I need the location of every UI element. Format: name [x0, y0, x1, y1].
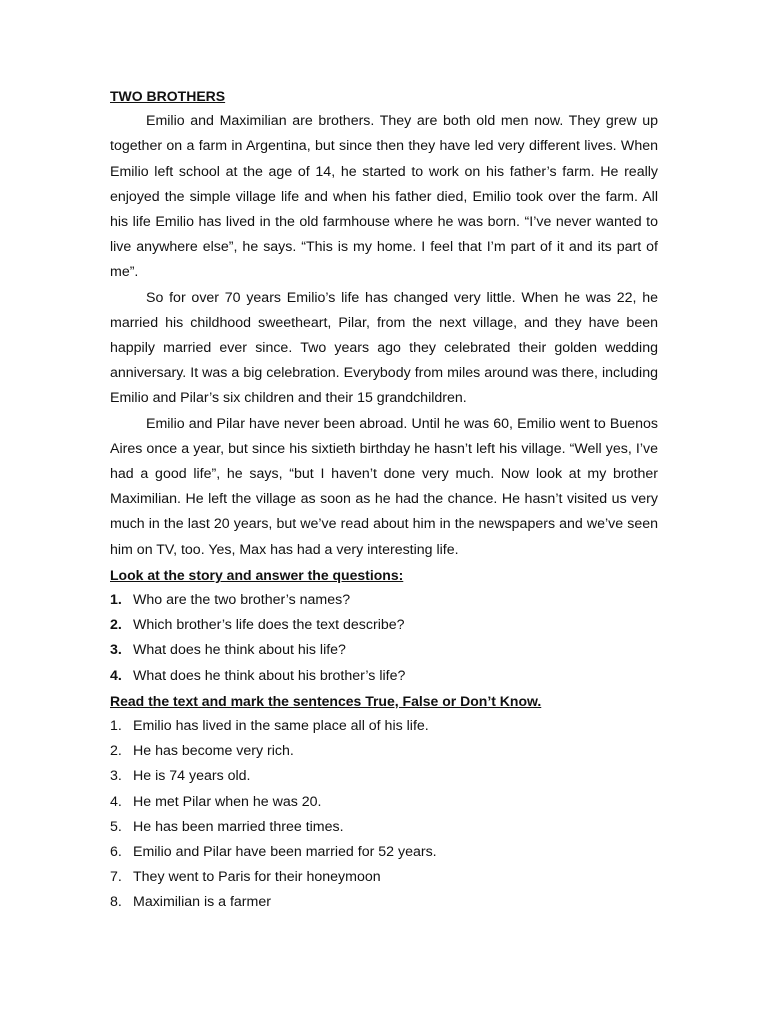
question-text: Who are the two brother’s names?: [133, 592, 351, 609]
tf-text: He met Pilar when he was 20.: [133, 793, 322, 810]
tf-item: [110, 815, 658, 840]
tf-number: 7.: [110, 869, 122, 886]
questions-list: [110, 588, 658, 689]
question-item: [110, 613, 658, 638]
tf-item: [110, 890, 658, 915]
tf-text: He has been married three times.: [133, 818, 344, 835]
story-paragraph-1: Emilio and Maximilian are brothers. They are both old men now. They grew up together on a farm in Argentina, but since then they have led very different lives. When Emilio left school at the age of 14, he started to work on his father’s farm. He really enjoyed the simple village life and when his father died, Emilio took over the farm. All his life Emilio has lived in the old farmhouse where he was born. “I’ve never wanted to live anywhere else”, he says. “This is my home. I feel that I’m part of it and its part of me”.: [110, 113, 658, 281]
question-number: 1.: [110, 592, 122, 609]
true-false-heading: Read the text and mark the sentences True, False or Don’t Know.: [110, 692, 542, 709]
question-item: [110, 588, 658, 613]
story-paragraph-3: Emilio and Pilar have never been abroad. Until he was 60, Emilio went to Buenos Aires once a year, but since his sixtieth birthday he hasn’t left his village. “Well yes, I’ve had a good life”, he says, “but I haven’t done very much. Now look at my brother Maximilian. He left the village as soon as he had the chance. He hasn’t visited us very much in the last 20 years, but we’ve read about him in the newspapers and we’ve seen him on TV, too. Yes, Max has had a very interesting life.: [110, 415, 658, 558]
tf-text: They went to Paris for their honeymoon: [133, 869, 381, 886]
question-text: What does he think about his brother’s life?: [133, 667, 406, 684]
story-paragraph-2: So for over 70 years Emilio’s life has changed very little. When he was 22, he married his childhood sweetheart, Pilar, from the next village, and they have been happily married ever since. Two years ago they celebrated their golden wedding anniversary. It was a big celebration. Everybody from miles around was there, including Emilio and Pilar’s six children and their 15 grandchildren.: [110, 289, 658, 407]
tf-text: He has become very rich.: [133, 743, 294, 760]
tf-item: [110, 764, 658, 789]
tf-number: 2.: [110, 743, 122, 760]
tf-number: 4.: [110, 793, 122, 810]
tf-text: Emilio and Pilar have been married for 52 years.: [133, 843, 437, 860]
true-false-list: [110, 714, 658, 916]
document-title: TWO BROTHERS: [110, 88, 226, 104]
story-text: [110, 109, 658, 563]
tf-number: 3.: [110, 768, 122, 785]
tf-number: 8.: [110, 894, 122, 911]
questions-heading: Look at the story and answer the questions:: [110, 566, 404, 583]
tf-number: 6.: [110, 843, 122, 860]
question-number: 3.: [110, 642, 122, 659]
tf-item: [110, 840, 658, 865]
tf-item: [110, 739, 658, 764]
tf-text: Maximilian is a farmer: [133, 894, 271, 911]
question-text: Which brother’s life does the text describe?: [133, 617, 405, 634]
tf-number: 1.: [110, 717, 122, 734]
tf-text: Emilio has lived in the same place all of his life.: [133, 717, 429, 734]
question-item: [110, 664, 658, 689]
tf-item: [110, 865, 658, 890]
question-number: 4.: [110, 667, 122, 684]
question-number: 2.: [110, 617, 122, 634]
tf-item: [110, 790, 658, 815]
question-text: What does he think about his life?: [133, 642, 346, 659]
tf-item: [110, 714, 658, 739]
tf-number: 5.: [110, 818, 122, 835]
tf-text: He is 74 years old.: [133, 768, 251, 785]
question-item: [110, 638, 658, 663]
